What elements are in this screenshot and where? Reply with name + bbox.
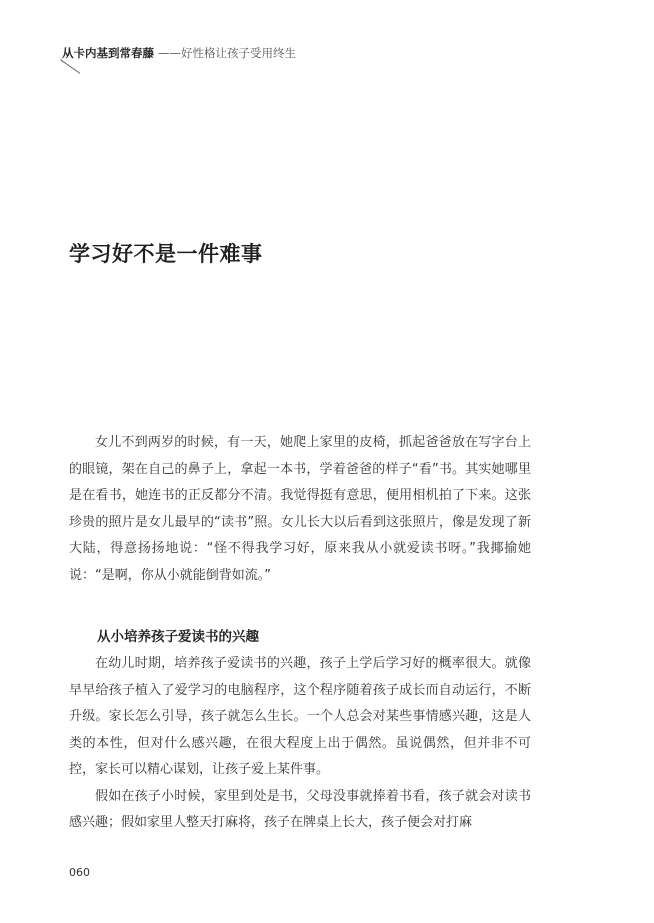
paragraph: 在幼儿时期，培养孩子爱读书的兴趣，孩子上学后学习好的概率很大。就像早早给孩子植入了爱学习的电脑程序，这个程序随着孩子成长而自动运行，不断升级。家长怎么引导，孩子就怎么生长。一个人总会对某些事情感兴趣，这是人类的本性，但对什么感兴趣，在很大程度上出于偶然。虽说偶然，但并非不可控，家长可以精心谋划，让孩子爱上某件事。 bbox=[69, 656, 531, 777]
paragraph: 女儿不到两岁的时候，有一天，她爬上家里的皮椅，抓起爸爸放在写字台上的眼镜，架在自己的鼻子上，拿起一本书，学着爸爸的样子“看”书。其实她哪里是在看书，她连书的正反都分不清。我觉得挺有意思，便用相机拍了下来。这张珍贵的照片是女儿最早的“读书”照。女儿长大以后看到这张照片，像是发现了新大陆，得意扬扬地说：“怪不得我学习好，原来我从小就爱读书呀。”我揶揄她说：“是啊，你从小就能倒背如流。” bbox=[69, 435, 531, 583]
paragraph: 假如在孩子小时候，家里到处是书，父母没事就捧着书看，孩子就会对读书感兴趣；假如家里人整天打麻将，孩子在牌桌上长大，孩子便会对打麻 bbox=[69, 788, 531, 830]
intro-text bbox=[69, 430, 531, 589]
book-subtitle: ——好性格让孩子受用终生 bbox=[158, 46, 296, 60]
section-text bbox=[69, 651, 531, 837]
book-title: 从卡内基到常春藤 bbox=[62, 46, 154, 60]
section-heading: 从小培养孩子爱读书的兴趣 bbox=[97, 629, 259, 645]
page-number: 060 bbox=[69, 866, 90, 879]
chapter-title: 学习好不是一件难事 bbox=[69, 241, 263, 266]
running-header bbox=[62, 45, 296, 61]
